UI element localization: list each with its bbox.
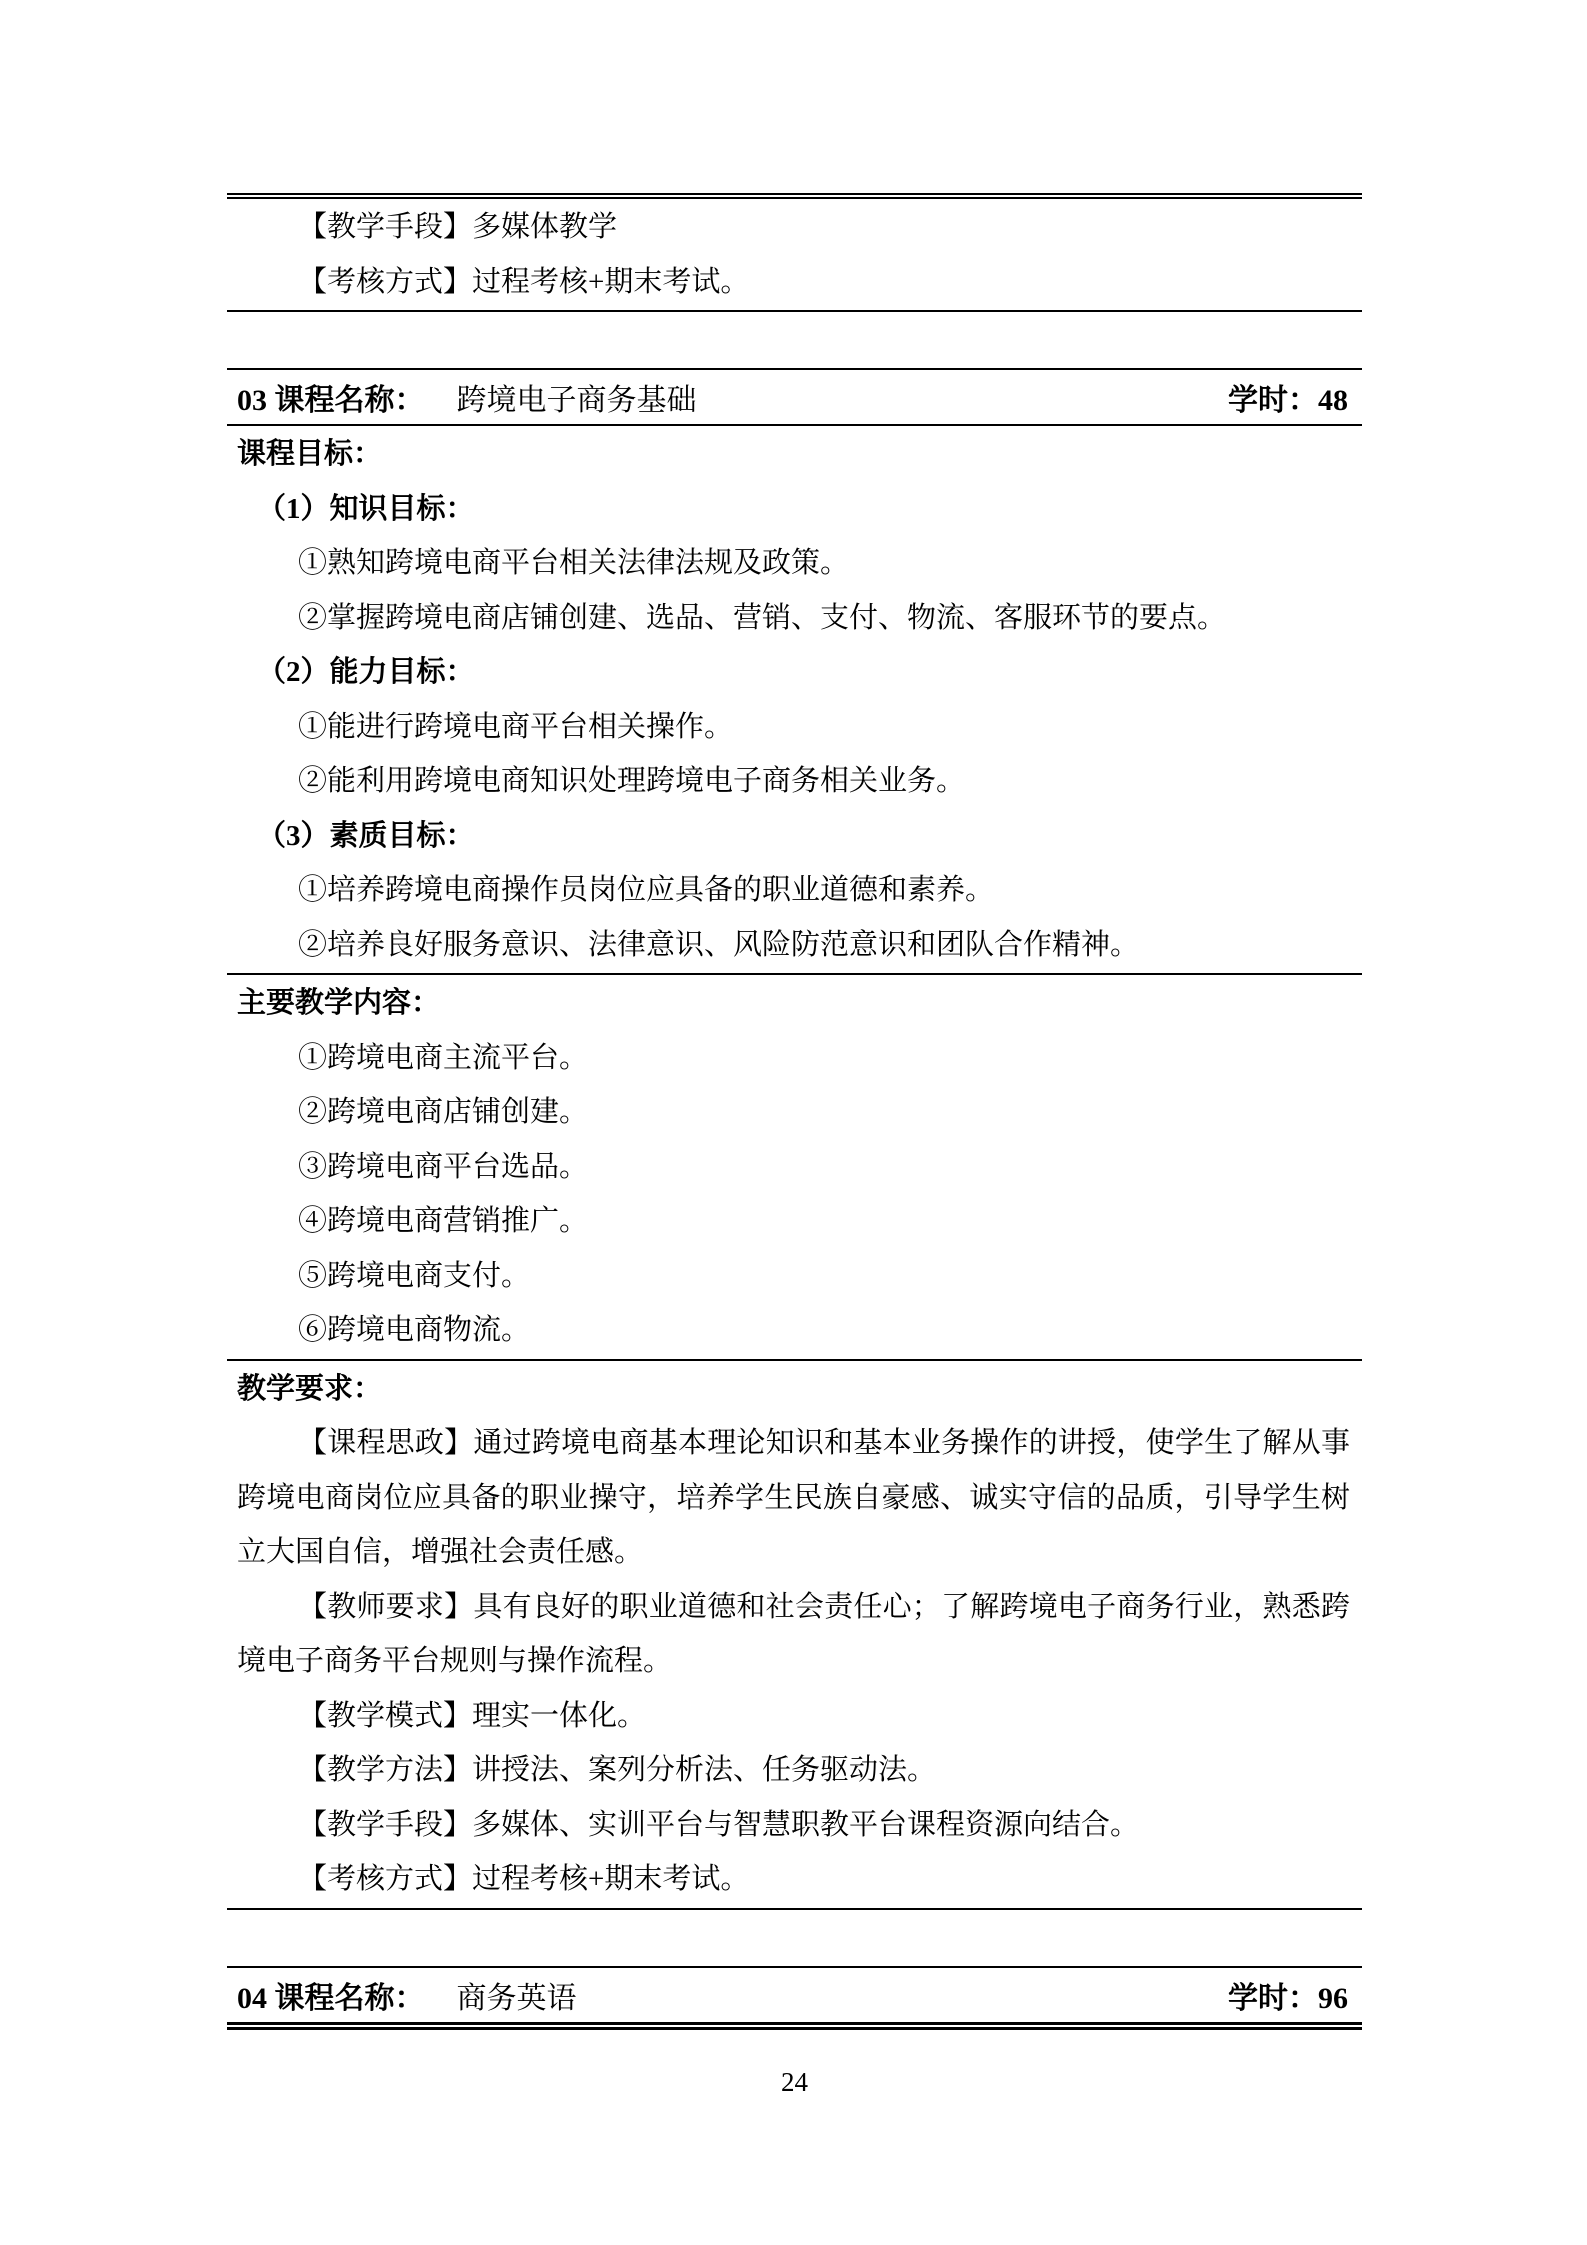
course03-header-row	[227, 370, 1362, 426]
teaching-means-line: 【教学手段】多媒体、实训平台与智慧职教平台课程资源向结合。	[298, 1808, 1140, 1841]
ability-goals-heading: （2）能力目标：	[257, 656, 475, 688]
course04-header-row	[227, 1968, 1362, 2022]
content-item: ③跨境电商平台选品。	[298, 1150, 589, 1183]
page-number: 24	[781, 2066, 808, 2097]
course02-table-fragment	[227, 193, 1362, 312]
teaching-mode-line: 【教学模式】理实一体化。	[298, 1699, 647, 1732]
teaching-method-line: 【教学手段】多媒体教学	[298, 211, 618, 243]
quality-goal-item: ①培养跨境电商操作员岗位应具备的职业道德和素养。	[298, 874, 995, 906]
content-item: ①跨境电商主流平台。	[298, 1041, 589, 1074]
course04-table	[227, 1966, 1362, 2030]
ability-goal-item: ①能进行跨境电商平台相关操作。	[298, 710, 734, 743]
course03-requirements-cell	[227, 1359, 1362, 1908]
knowledge-goal-item: ②掌握跨境电商店铺创建、选品、营销、支付、物流、客服环节的要点。	[298, 601, 1227, 634]
course03-hours: 学时：48	[1228, 384, 1348, 417]
course04-hours: 学时：96	[1228, 1981, 1348, 2015]
content-item: ⑥跨境电商物流。	[298, 1314, 531, 1346]
ability-goal-item: ②能利用跨境电商知识处理跨境电子商务相关业务。	[298, 765, 966, 797]
course03-objectives-cell	[227, 426, 1362, 973]
course03-name: 跨境电子商务基础	[456, 384, 697, 417]
ideology-paragraph: 【课程思政】通过跨境电商基本理论知识和基本业务操作的讲授，使学生了解从事跨境电商岗位应具备的职业操守，培养学生民族自豪感、诚实守信的品质，引导学生树立大国自信，增强社会责任感。	[237, 1427, 1350, 1568]
quality-goal-item: ②培养良好服务意识、法律意识、风险防范意识和团队合作精神。	[298, 928, 1140, 961]
course03-content-cell	[227, 973, 1362, 1359]
teacher-requirement-paragraph: 【教师要求】具有良好的职业道德和社会责任心；了解跨境电子商务行业，熟悉跨境电子商务平台规则与操作流程。	[237, 1590, 1350, 1677]
content-title: 主要教学内容：	[237, 987, 441, 1019]
objectives-title: 课程目标：	[237, 438, 383, 470]
course04-name: 商务英语	[456, 1981, 577, 2015]
content-item: ⑤跨境电商支付。	[298, 1259, 531, 1292]
assessment-method-line: 【考核方式】过程考核+期末考试。	[298, 1863, 750, 1895]
knowledge-goals-heading: （1）知识目标：	[257, 492, 475, 525]
course03-table	[227, 368, 1362, 1910]
content-item: ②跨境电商店铺创建。	[298, 1096, 589, 1128]
quality-goals-heading: （3）素质目标：	[257, 819, 475, 852]
course04-number-label: 04 课程名称：	[237, 1981, 425, 2015]
teaching-method-line: 【教学方法】讲授法、案列分析法、任务驱动法。	[298, 1754, 937, 1786]
assessment-method-line: 【考核方式】过程考核+期末考试。	[298, 265, 750, 298]
knowledge-goal-item: ①熟知跨境电商平台相关法律法规及政策。	[298, 547, 850, 579]
content-item: ④跨境电商营销推广。	[298, 1205, 589, 1237]
course03-number-label: 03 课程名称：	[237, 384, 425, 417]
requirements-title: 教学要求：	[237, 1372, 383, 1405]
